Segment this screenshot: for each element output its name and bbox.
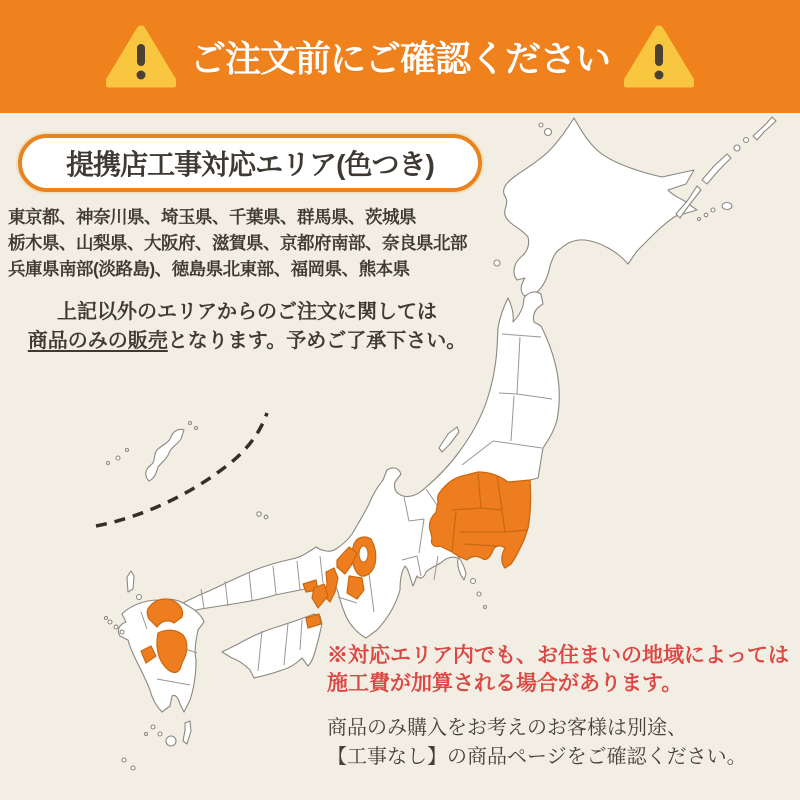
product-only-sale-underlined: 商品のみの販売: [27, 330, 168, 352]
out-of-area-notice-line2: [0, 327, 494, 356]
out-of-area-notice: [0, 298, 494, 356]
map-izu-islands: [477, 592, 481, 596]
product-only-footer-line1: 商品のみ購入をお考えのお客様は別途、: [327, 717, 687, 739]
installation-fee-warning: [327, 642, 789, 698]
map-island: [145, 733, 148, 736]
map-island: [195, 427, 198, 430]
map-island: [131, 766, 135, 770]
map-island: [158, 732, 162, 736]
map-island: [711, 208, 715, 212]
prefecture-list-line3: 兵庫県南部(淡路島)、徳島県北東部、福岡県、熊本県: [8, 259, 410, 279]
map-island: [722, 203, 732, 210]
map-island: [264, 515, 268, 519]
installation-fee-warning-line2: 施工費が加算される場合があります。: [327, 672, 683, 695]
map-island: [114, 625, 118, 629]
banner-title: ご注文前にご確認ください: [189, 38, 610, 79]
service-area-title: 提携店工事対応エリア(色つき): [66, 149, 434, 180]
map-okinawa: [146, 429, 184, 481]
map-sado-island: [439, 427, 459, 452]
map-island: [151, 725, 155, 729]
map-island: [108, 620, 112, 624]
map-island: [698, 218, 701, 221]
map-awaji-island: [312, 584, 328, 608]
map-island: [545, 129, 552, 136]
map-island: [189, 422, 192, 425]
map-yakushima: [166, 736, 176, 746]
map-island: [120, 630, 124, 634]
map-kuril-islands: [753, 117, 776, 140]
map-lake-biwa: [359, 546, 368, 562]
product-only-footer-note: [327, 714, 747, 772]
map-island: [126, 449, 129, 452]
map-island: [744, 138, 749, 143]
map-tanegashima: [183, 721, 191, 744]
prefecture-list-line1: 東京都、神奈川県、埼玉県、千葉県、群馬県、茨城県: [8, 207, 416, 227]
map-izu-islands: [484, 606, 487, 609]
out-of-area-notice-line2-rest: となります。予めご了承下さい。: [167, 330, 467, 352]
prefecture-list-line2: 栃木県、山梨県、大阪府、滋賀県、京都府南部、奈良県北部: [8, 233, 467, 253]
map-island: [257, 512, 261, 516]
map-island: [704, 213, 708, 217]
out-of-area-notice-line1: 上記以外のエリアからのご注文に関しては: [57, 301, 437, 323]
map-island: [734, 145, 740, 151]
map-island: [116, 456, 120, 460]
map-island: [137, 595, 142, 600]
map-island: [107, 462, 110, 465]
installation-fee-warning-line1: ※対応エリア内でも、お住まいの地域によっては: [327, 644, 789, 667]
map-tsushima: [127, 571, 134, 592]
map-kuril-islands: [702, 154, 731, 184]
map-island: [122, 758, 126, 762]
map-island: [105, 617, 108, 620]
map-island: [539, 123, 543, 127]
prefecture-list: [8, 204, 548, 282]
map-izu-islands: [471, 579, 476, 584]
service-area-title-box: [18, 134, 482, 192]
product-only-footer-line2: 【工事なし】の商品ページをご確認ください。: [327, 746, 747, 768]
